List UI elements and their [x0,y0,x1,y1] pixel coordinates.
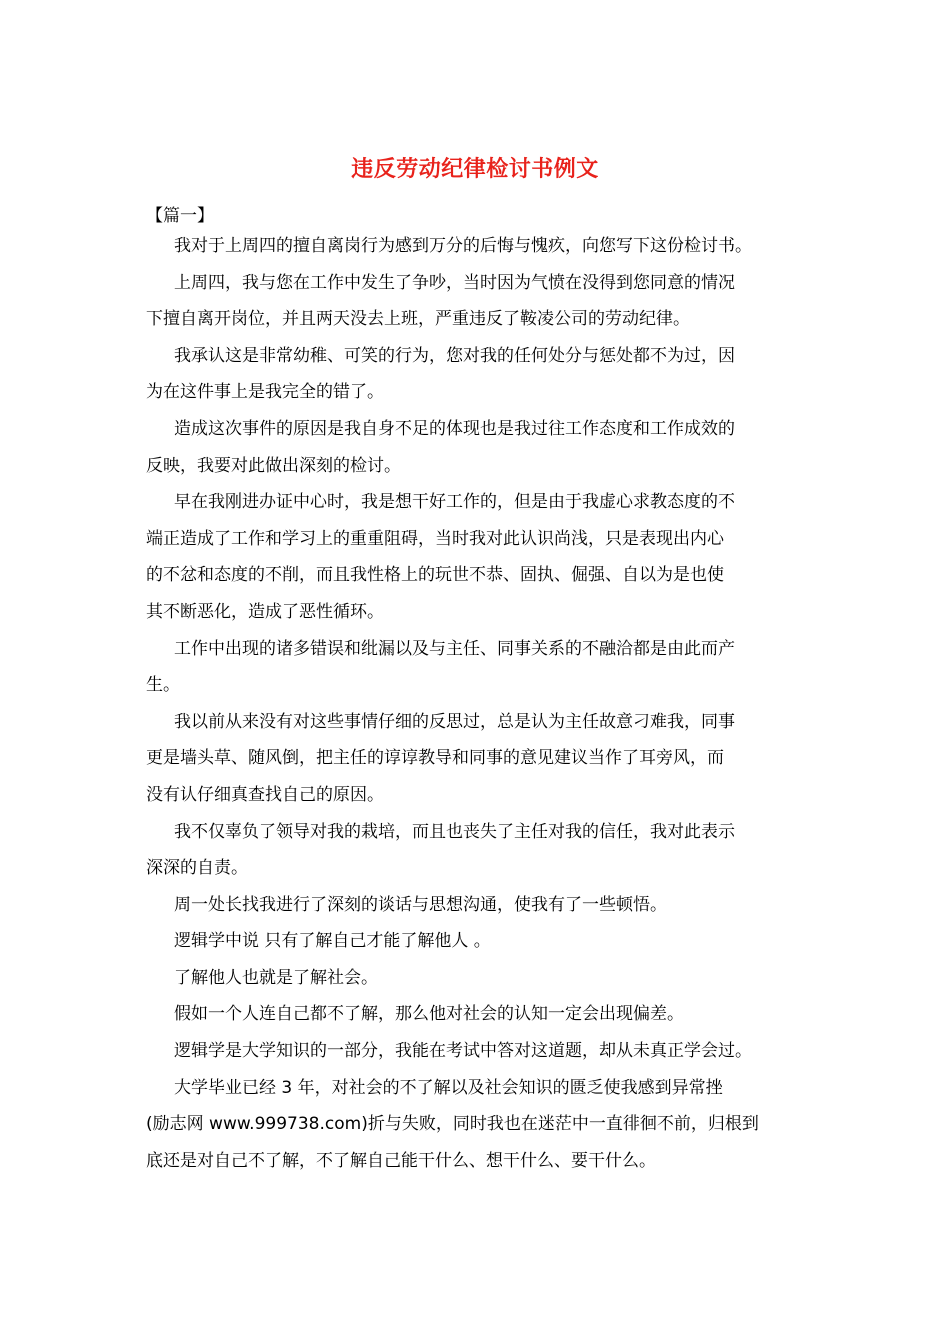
text-line: 我不仅辜负了领导对我的栽培，而且也丧失了主任对我的信任，我对此表示 [174,821,735,842]
section-heading: 【篇一】 [146,206,214,226]
text-line: 我对于上周四的擅自离岗行为感到万分的后悔与愧疚，向您写下这份检讨书。 [174,236,752,256]
text-line: 我以前从来没有对这些事情仔细的反思过，总是认为主任故意刁难我，同事 [174,711,735,732]
text-line: 为在这件事上是我完全的错了。 [146,382,384,403]
text-line: 下擅自离开岗位，并且两天没去上班，严重违反了鞍凌公司的劳动纪律。 [146,309,690,330]
text-line: 深深的自责。 [146,858,248,879]
text-line: 更是墙头草、随风倒，把主任的谆谆教导和同事的意见建议当作了耳旁风，而 [146,748,724,769]
text-line: 我承认这是非常幼稚、可笑的行为，您对我的任何处分与惩处都不为过，因 [174,345,735,366]
text-line: 了解他人也就是了解社会。 [174,967,378,988]
text-line: 的不忿和态度的不削，而且我性格上的玩世不恭、固执、倔强、自以为是也使 [146,565,724,586]
text-line: 上周四，我与您在工作中发生了争吵，当时因为气愤在没得到您同意的情况 [174,272,735,293]
text-line: 反映，我要对此做出深刻的检讨。 [146,455,401,476]
document-body [146,236,816,1187]
text-line: 造成这次事件的原因是我自身不足的体现也是我过往工作态度和工作成效的 [174,418,735,439]
text-line: 假如一个人连自己都不了解，那么他对社会的认知一定会出现偏差。 [174,1004,684,1025]
text-line: 早在我刚进办证中心时，我是想干好工作的，但是由于我虚心求教态度的不 [174,492,735,513]
document-title: 违反劳动纪律检讨书例文 [351,157,599,182]
text-line: 大学毕业已经 3 年，对社会的不了解以及社会知识的匮乏使我感到异常挫 [174,1077,723,1098]
text-line: 底还是对自己不了解，不了解自己能干什么、想干什么、要干什么。 [146,1150,656,1171]
text-line: 逻辑学是大学知识的一部分，我能在考试中答对这道题，却从未真正学会过。 [174,1041,752,1062]
text-line: (励志网 www.999738.com)折与失败，同时我也在迷茫中一直徘徊不前，归根到 [146,1114,759,1135]
text-line: 逻辑学中说 只有了解自己才能了解他人 。 [174,931,491,952]
text-line: 端正造成了工作和学习上的重重阻碍，当时我对此认识尚浅，只是表现出内心 [146,528,724,549]
text-line: 没有认仔细真查找自己的原因。 [146,784,384,805]
text-line: 周一处长找我进行了深刻的谈话与思想沟通，使我有了一些顿悟。 [174,894,667,915]
text-line: 生。 [146,675,180,696]
text-line: 其不断恶化，造成了恶性循环。 [146,601,384,622]
text-line: 工作中出现的诸多错误和纰漏以及与主任、同事关系的不融洽都是由此而产 [174,638,735,659]
